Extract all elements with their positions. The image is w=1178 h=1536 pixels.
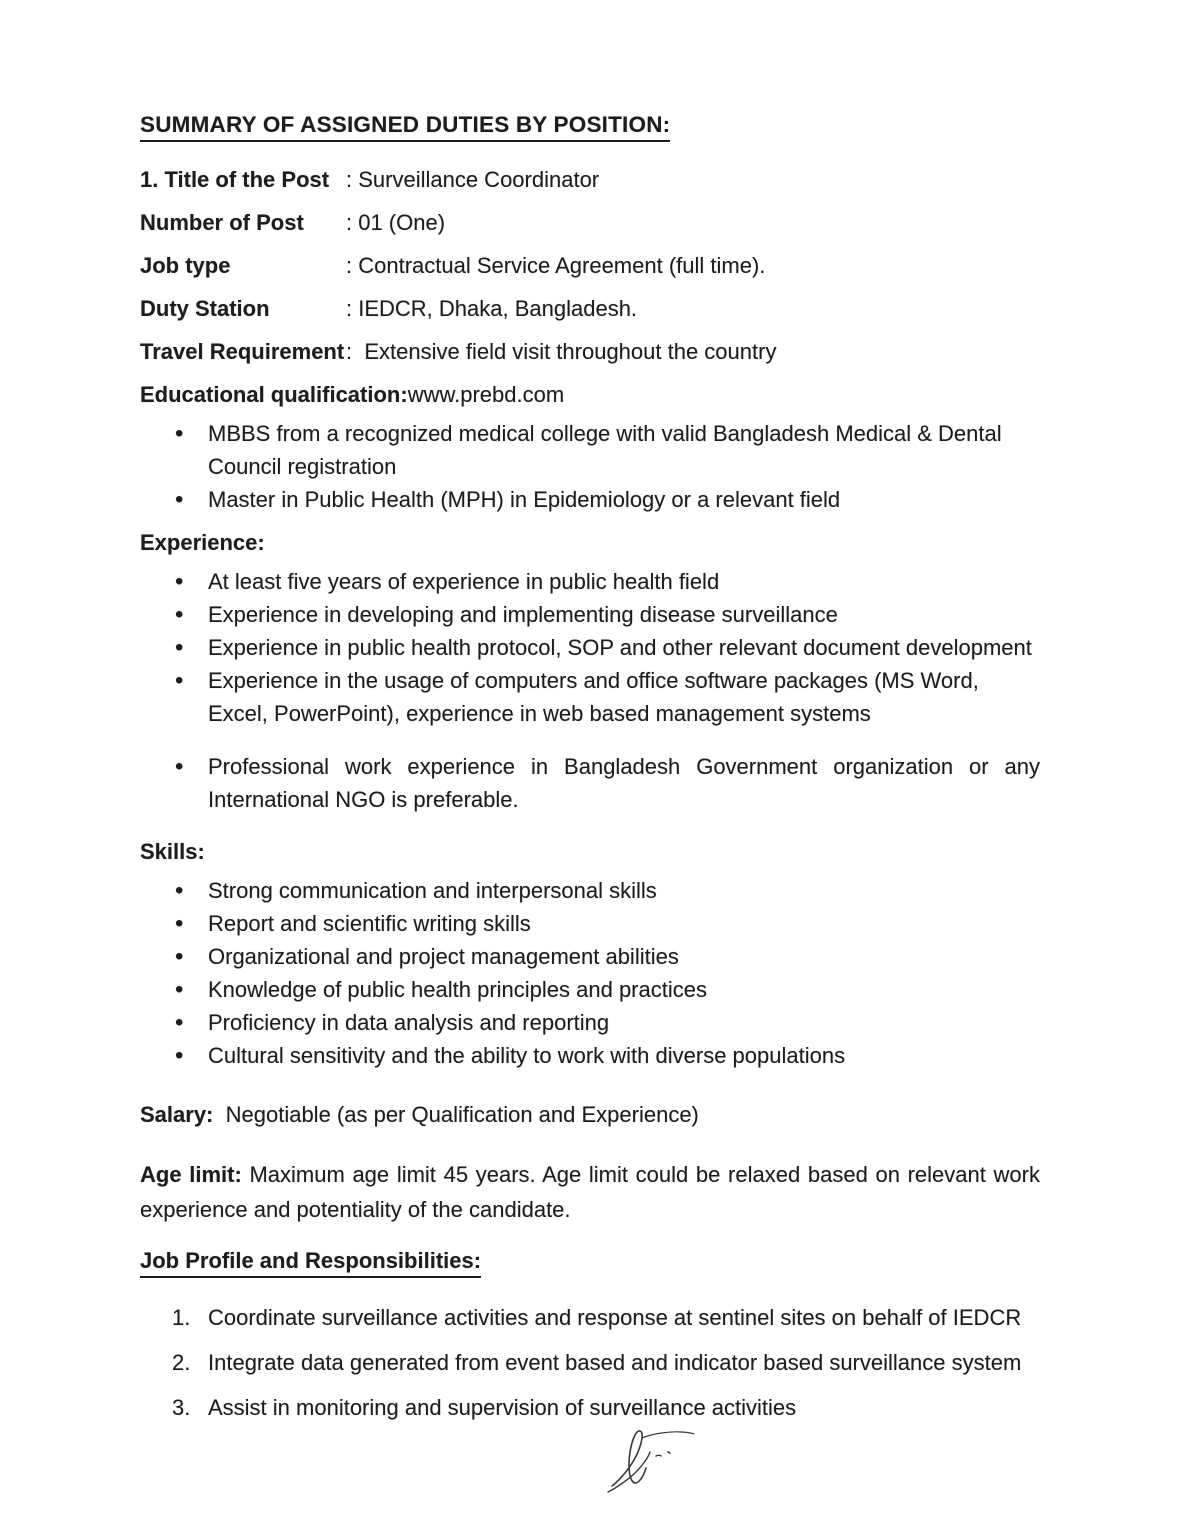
experience-item: • Experience in developing and implementing disease surveillance <box>208 598 1040 631</box>
skills-heading: Skills: <box>140 839 205 864</box>
responsibility-number: 3. <box>172 1395 191 1420</box>
detail-label: Job type <box>140 253 231 278</box>
education-watermark-text: www.prebd.com <box>407 382 565 407</box>
detail-value: : Contractual Service Agreement (full time). <box>346 253 766 278</box>
experience-item: • Experience in the usage of computers and office software packages (MS Word, Excel, PowerPoint), experience in web based management systems <box>208 664 1040 730</box>
education-heading-label: Educational qualification: <box>140 382 408 407</box>
skills-item: • Proficiency in data analysis and reporting <box>208 1006 1040 1039</box>
responsibility-item <box>172 1348 1040 1378</box>
age-limit-label: Age limit: <box>140 1162 242 1187</box>
detail-row-duty-station <box>140 295 1040 323</box>
skills-list <box>140 874 1040 1072</box>
responsibility-item <box>172 1393 1040 1423</box>
detail-value: : 01 (One) <box>346 210 446 235</box>
age-limit-value: Maximum age limit 45 years. Age limit could be relaxed based on relevant work experience and potentiality of the candidate. <box>140 1162 1040 1222</box>
experience-item: • Professional work experience in Bangladesh Government organization or any International NGO is preferable. <box>208 750 1040 816</box>
responsibility-item <box>172 1303 1040 1333</box>
responsibilities-heading: Job Profile and Responsibilities: <box>140 1248 481 1278</box>
salary-value: Negotiable (as per Qualification and Experience) <box>213 1102 699 1127</box>
experience-item: • At least five years of experience in public health field <box>208 565 1040 598</box>
responsibility-text: Assist in monitoring and supervision of surveillance activities <box>208 1395 797 1420</box>
skills-item: • Organizational and project management abilities <box>208 940 1040 973</box>
skills-item: • Strong communication and interpersonal skills <box>208 874 1040 907</box>
age-limit-paragraph <box>140 1157 1040 1227</box>
skills-item: • Cultural sensitivity and the ability to work with diverse populations <box>208 1039 1040 1072</box>
skills-item: • Knowledge of public health principles and practices <box>208 973 1040 1006</box>
experience-list <box>140 565 1040 816</box>
education-heading <box>140 381 1040 409</box>
experience-heading: Experience: <box>140 530 265 555</box>
detail-label: Duty Station <box>140 296 270 321</box>
salary-line <box>140 1100 1040 1130</box>
detail-label: Travel Requirement <box>140 339 345 364</box>
responsibility-number: 2. <box>172 1350 191 1375</box>
responsibility-text: Integrate data generated from event based and indicator based surveillance system <box>208 1350 1022 1375</box>
document-title: SUMMARY OF ASSIGNED DUTIES BY POSITION: <box>140 112 670 142</box>
responsibility-text: Coordinate surveillance activities and response at sentinel sites on behalf of IEDCR <box>208 1305 1022 1330</box>
detail-row-number-of-post <box>140 209 1040 237</box>
responsibilities-list <box>140 1303 1040 1423</box>
education-item: • Master in Public Health (MPH) in Epidemiology or a relevant field <box>208 483 1040 516</box>
experience-item: • Experience in public health protocol, SOP and other relevant document development <box>208 631 1040 664</box>
salary-label: Salary: <box>140 1102 214 1127</box>
education-list <box>140 417 1040 516</box>
detail-row-title-of-post <box>140 166 1040 194</box>
detail-label: Number of Post <box>140 210 304 235</box>
position-details <box>140 166 1040 366</box>
detail-row-job-type <box>140 252 1040 280</box>
responsibility-number: 1. <box>172 1305 191 1330</box>
detail-label: 1. Title of the Post <box>140 167 330 192</box>
signature-image <box>598 1422 730 1506</box>
detail-value: : Extensive field visit throughout the country <box>346 339 777 364</box>
detail-value: : Surveillance Coordinator <box>346 167 600 192</box>
detail-value: : IEDCR, Dhaka, Bangladesh. <box>346 296 638 321</box>
education-item: • MBBS from a recognized medical college with valid Bangladesh Medical & Dental Council registration <box>208 417 1040 483</box>
skills-item: • Report and scientific writing skills <box>208 907 1040 940</box>
detail-row-travel-requirement <box>140 338 1040 366</box>
